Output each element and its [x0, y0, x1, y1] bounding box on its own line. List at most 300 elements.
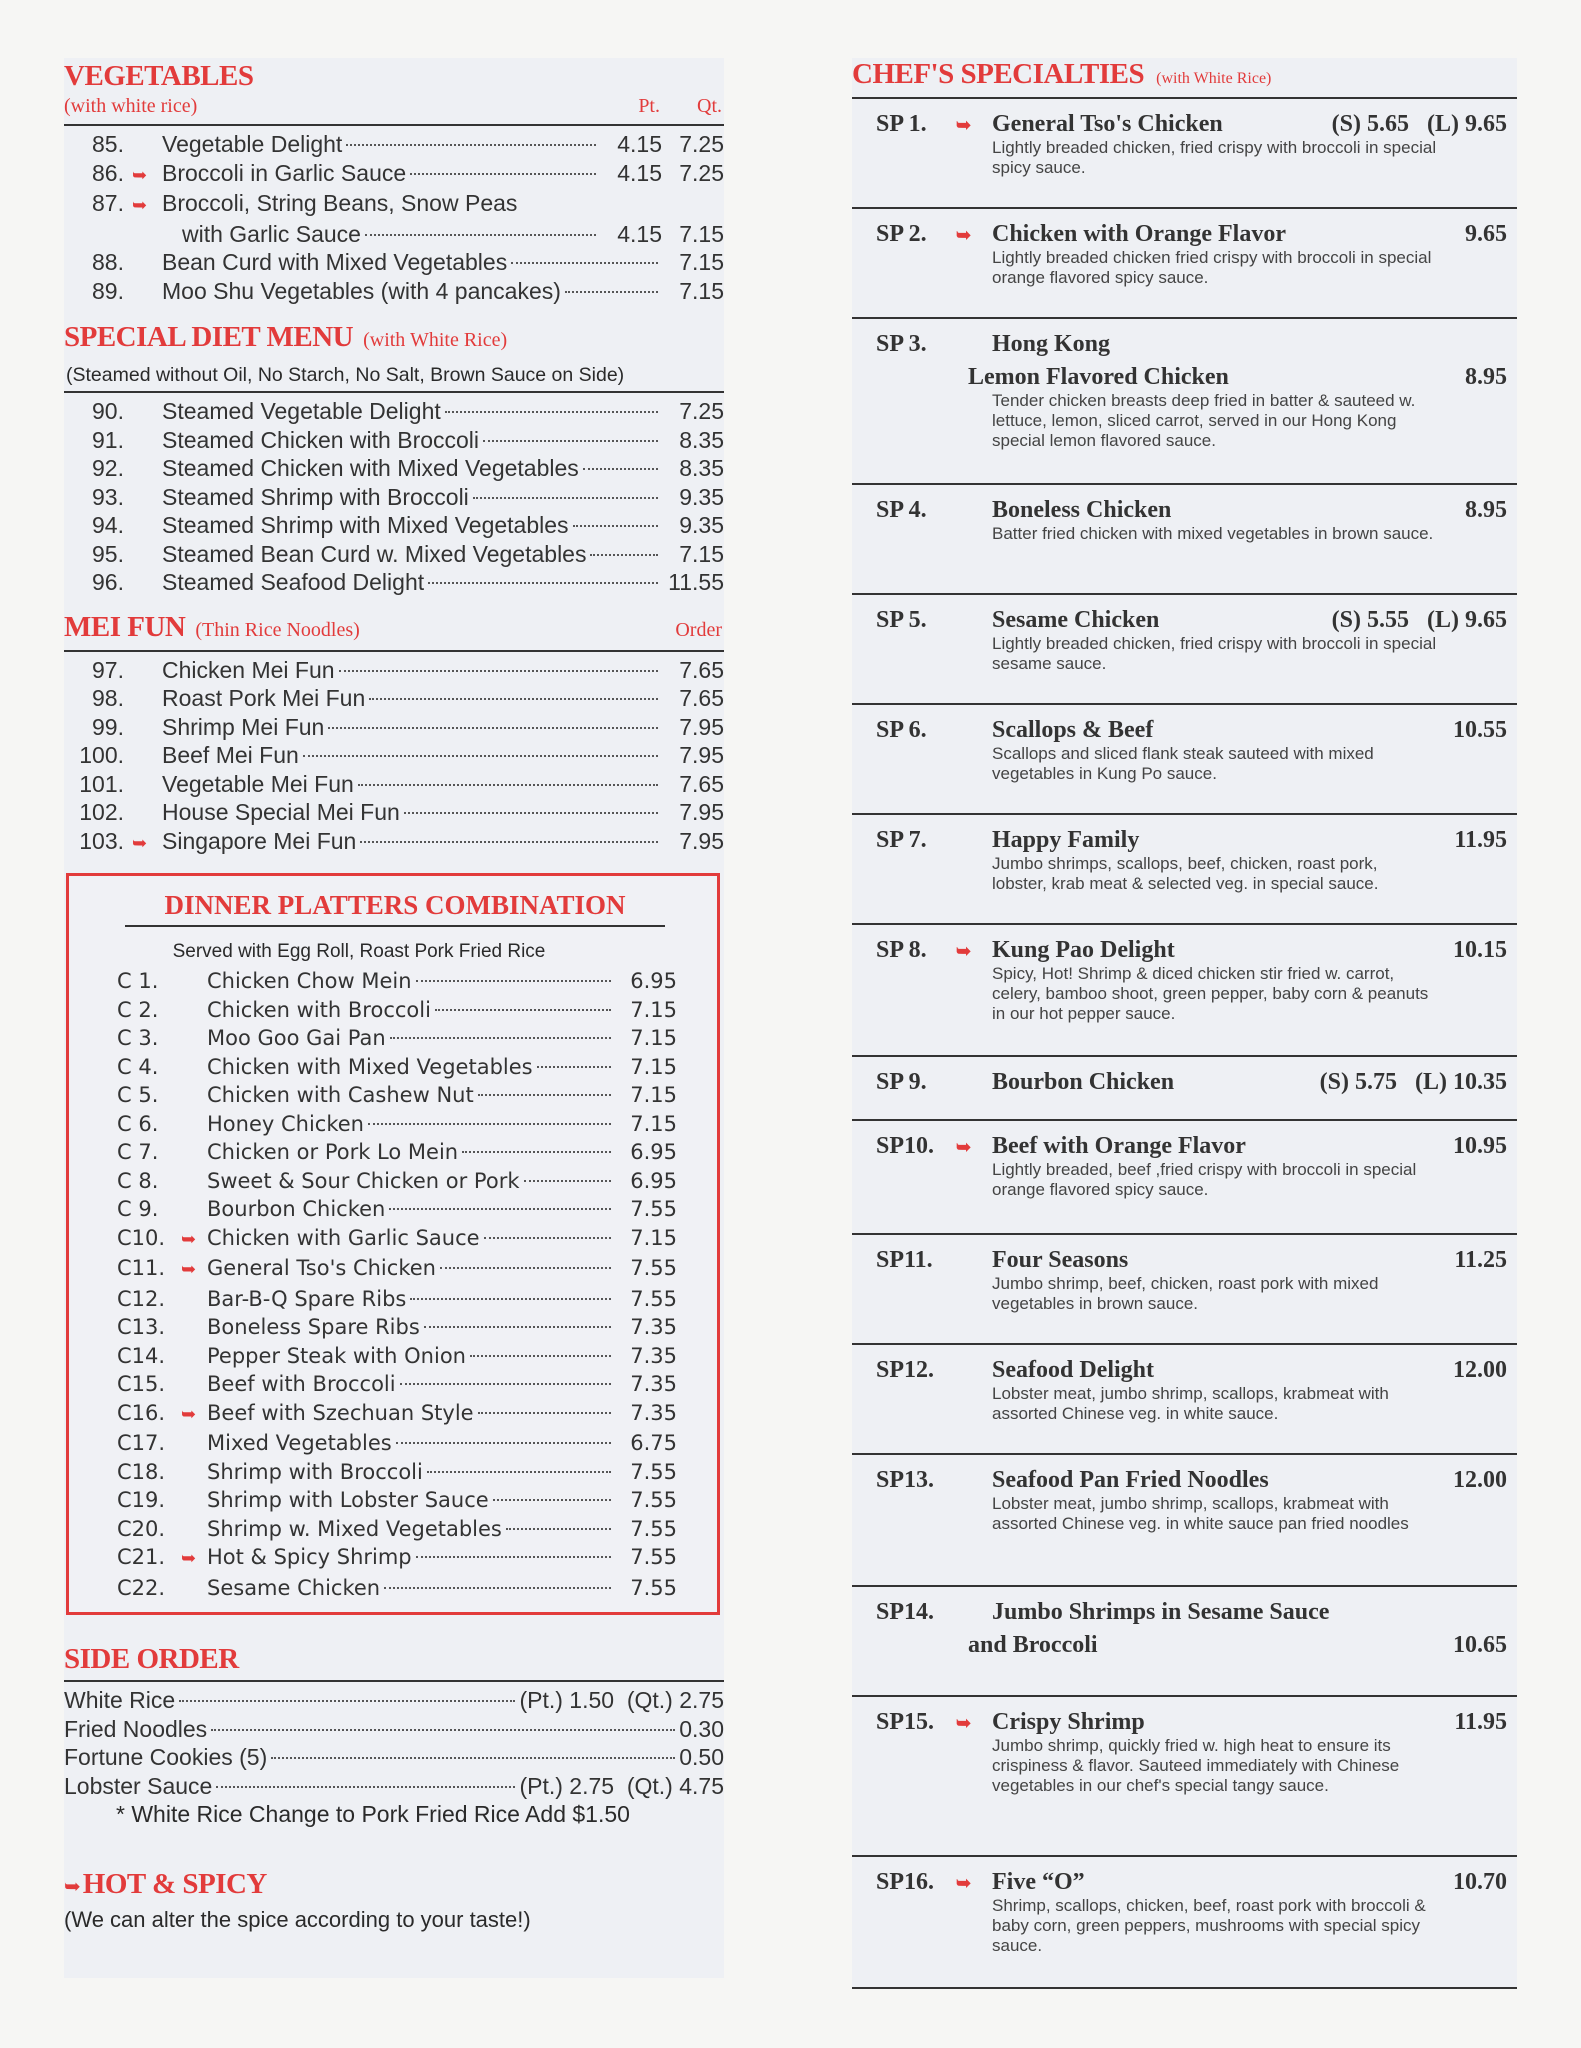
specialty-header	[852, 1467, 1517, 1494]
specialty-price: 11.25	[1454, 1247, 1507, 1273]
item-name: Vegetable Mei Fun	[162, 770, 354, 797]
mei-fun-list	[64, 652, 724, 858]
specialty-description: Lightly breaded, beef ,fried crispy with broccoli in special orange flavored spicy sauce.	[992, 1160, 1417, 1199]
side-item	[64, 1743, 724, 1772]
combination-title: DINNER PLATTERS COMBINATION	[125, 890, 665, 927]
specialty-header	[852, 1069, 1517, 1096]
specialty-item	[852, 1057, 1517, 1121]
chili-pepper-icon: ➥	[181, 1228, 197, 1250]
specialty-item	[852, 319, 1517, 485]
menu-item	[64, 827, 724, 858]
item-price-pt: 4.15	[617, 159, 662, 186]
item-price: 7.55	[630, 1459, 677, 1484]
item-price: 7.15	[630, 1026, 677, 1050]
item-price: 7.55	[630, 1575, 677, 1600]
leader-dots	[440, 1267, 611, 1269]
menu-item	[64, 656, 724, 685]
item-number: 86.	[92, 159, 124, 186]
specialty-name: Sesame Chicken	[992, 607, 1160, 633]
menu-item	[69, 1370, 677, 1399]
item-name: Beef with Szechuan Style	[207, 1400, 474, 1425]
item-price: (Pt.) 1.50 (Qt.) 2.75	[519, 1687, 724, 1713]
item-price: 7.15	[630, 1111, 677, 1136]
menu-item	[64, 741, 724, 770]
item-name: Fried Noodles	[64, 1715, 208, 1742]
menu-item	[64, 798, 724, 827]
item-price: 7.55	[630, 1197, 677, 1221]
specialty-code: SP 1.	[876, 111, 927, 137]
item-number: 93.	[92, 483, 124, 510]
item-number: C14.	[117, 1343, 166, 1368]
chili-pepper-icon: ➥	[956, 225, 972, 245]
leader-dots	[179, 1700, 515, 1702]
side-order-list	[64, 1682, 724, 1800]
leader-dots	[493, 1499, 611, 1501]
col-pt-header: Pt.	[638, 95, 660, 117]
specialty-name: Beef with Orange Flavor	[992, 1133, 1246, 1159]
specialty-header	[852, 937, 1517, 964]
menu-item	[64, 540, 724, 569]
item-price: 7.55	[630, 1256, 677, 1280]
leader-dots	[384, 1587, 611, 1589]
item-price: 7.55	[630, 1286, 677, 1311]
item-number: C 4.	[117, 1054, 159, 1079]
item-price: 6.95	[630, 969, 677, 993]
specialty-price: (L) 9.65	[1427, 607, 1507, 633]
leader-dots	[427, 1471, 611, 1473]
item-price: 7.65	[679, 656, 724, 683]
item-price: 6.95	[630, 1168, 677, 1193]
chili-pepper-icon: ➥	[181, 1548, 197, 1569]
leader-dots	[462, 1151, 611, 1153]
specialty-price: 9.65	[1465, 221, 1507, 247]
special-diet-title: SPECIAL DIET MENU	[64, 321, 354, 353]
item-name: Pepper Steak with Onion	[207, 1343, 466, 1368]
item-number: 94.	[92, 512, 124, 538]
specialty-name: Hong Kong	[992, 331, 1111, 357]
leader-dots	[483, 440, 658, 442]
specialty-price-small: (S) 5.65	[1331, 111, 1409, 137]
specialty-name: Seafood Delight	[992, 1357, 1154, 1383]
item-name: Moo Goo Gai Pan	[207, 1026, 386, 1050]
menu-item	[64, 511, 724, 540]
leader-dots	[484, 1237, 611, 1239]
specialty-header	[852, 1709, 1517, 1736]
item-price: 7.15	[630, 1225, 677, 1250]
item-name: Broccoli in Garlic Sauce	[162, 159, 407, 186]
item-name: Hot & Spicy Shrimp	[207, 1545, 412, 1569]
item-price-qt: 7.15	[679, 277, 724, 304]
specialty-price: 10.70	[1453, 1869, 1507, 1895]
item-price: 7.95	[679, 742, 724, 768]
item-name: Shrimp w. Mixed Vegetables	[207, 1516, 502, 1541]
leader-dots	[410, 1298, 611, 1300]
item-name: Steamed Seafood Delight	[162, 569, 425, 595]
specialty-name: Four Seasons	[992, 1247, 1129, 1273]
item-number: C 7.	[117, 1140, 159, 1164]
item-name: Shrimp with Broccoli	[207, 1459, 423, 1484]
item-number: C16.	[117, 1400, 166, 1425]
item-name: Beef with Broccoli	[207, 1372, 396, 1396]
leader-dots	[478, 1094, 611, 1096]
leader-dots	[435, 1009, 611, 1011]
chili-pepper-icon: ➥	[181, 1259, 197, 1280]
item-name: Sweet & Sour Chicken or Pork	[207, 1168, 520, 1193]
leader-dots	[369, 698, 658, 700]
specialty-header-2	[852, 364, 1517, 391]
specialty-name: Seafood Pan Fried Noodles	[992, 1467, 1269, 1493]
specialty-description: Lightly breaded chicken, fried crispy with broccoli in special sesame sauce.	[992, 634, 1437, 673]
leader-dots	[365, 234, 596, 236]
specialty-description: Lightly breaded chicken, fried crispy with broccoli in special spicy sauce.	[992, 138, 1437, 177]
leader-dots	[396, 1442, 611, 1444]
item-number: C15.	[117, 1372, 166, 1396]
item-number: 91.	[92, 426, 124, 453]
leader-dots	[565, 291, 658, 293]
specialty-item	[852, 705, 1517, 815]
menu-item-continued	[64, 220, 724, 249]
leader-dots	[511, 262, 658, 264]
specialty-price: 10.65	[1453, 1632, 1507, 1658]
item-price: (Pt.) 2.75 (Qt.) 4.75	[519, 1772, 724, 1799]
chili-pepper-icon: ➥	[181, 1403, 197, 1425]
side-item	[64, 1686, 724, 1715]
chili-pepper-icon: ➥	[132, 195, 148, 215]
item-number: 95.	[92, 540, 124, 567]
item-number: C 2.	[117, 997, 159, 1022]
item-name: Sesame Chicken	[207, 1575, 381, 1600]
item-name: Chicken or Pork Lo Mein	[207, 1140, 459, 1164]
item-number: 99.	[92, 713, 124, 740]
specialty-name-cont: Lemon Flavored Chicken	[968, 364, 1229, 390]
combination-box	[66, 873, 720, 1615]
special-diet-note: (Steamed without Oil, No Starch, No Salt, Brown Sauce on Side)	[64, 354, 724, 393]
item-number: C 5.	[117, 1083, 159, 1107]
specialty-code: SP11.	[876, 1247, 933, 1273]
menu-item	[69, 1342, 677, 1371]
vegetables-title: VEGETABLES	[64, 60, 254, 92]
specialty-code: SP 2.	[876, 221, 927, 247]
item-name: Shrimp Mei Fun	[162, 713, 325, 740]
chili-pepper-icon: ➥	[64, 1876, 81, 1898]
item-price: 8.35	[679, 426, 724, 453]
item-number: C 3.	[117, 1026, 159, 1050]
item-number: 96.	[92, 569, 124, 595]
menu-item	[69, 1081, 677, 1110]
item-number: 103.	[79, 827, 124, 854]
col-qt-header: Qt.	[697, 95, 722, 117]
specialty-name: Chicken with Orange Flavor	[992, 221, 1286, 247]
chef-list	[852, 99, 1517, 1989]
specialty-name: Boneless Chicken	[992, 497, 1172, 523]
specialty-name-cont: and Broccoli	[968, 1632, 1098, 1658]
item-price: 7.15	[630, 997, 677, 1022]
specialty-item	[852, 815, 1517, 925]
item-number: 100.	[79, 742, 124, 768]
menu-item	[69, 1574, 677, 1603]
item-name: Shrimp with Lobster Sauce	[207, 1488, 489, 1512]
leader-dots	[328, 727, 658, 729]
leader-dots	[400, 1383, 611, 1385]
menu-item	[64, 483, 724, 512]
item-price-pt: 4.15	[617, 131, 662, 157]
item-number: C 6.	[117, 1111, 159, 1136]
item-name: General Tso's Chicken	[207, 1256, 436, 1280]
item-name: Chicken Mei Fun	[162, 656, 335, 683]
item-name: Chicken Chow Mein	[207, 969, 412, 993]
item-name: Steamed Chicken with Mixed Vegetables	[162, 455, 579, 481]
leader-dots	[583, 468, 658, 470]
item-price: 7.35	[630, 1343, 677, 1368]
menu-item	[64, 248, 724, 277]
item-name: Vegetable Delight	[162, 131, 343, 157]
chili-pepper-icon: ➥	[132, 832, 148, 853]
item-name: White Rice	[64, 1687, 176, 1713]
item-number: C 1.	[117, 969, 159, 993]
item-price: 7.35	[630, 1315, 677, 1339]
item-price: 7.15	[630, 1083, 677, 1107]
specialty-name: Crispy Shrimp	[992, 1709, 1145, 1735]
chili-pepper-icon: ➥	[956, 115, 972, 135]
item-name: Steamed Vegetable Delight	[162, 398, 441, 424]
specialty-item	[852, 1455, 1517, 1587]
specialty-code: SP 3.	[876, 331, 927, 357]
specialty-header	[852, 221, 1517, 248]
combination-subtitle: Served with Egg Roll, Roast Pork Fried Rice	[172, 941, 546, 962]
leader-dots	[473, 497, 658, 499]
item-number: C17.	[117, 1431, 166, 1455]
leader-dots	[346, 144, 596, 146]
chili-pepper-icon: ➥	[956, 1873, 972, 1893]
specialty-header	[852, 1247, 1517, 1274]
special-diet-section	[64, 321, 724, 597]
item-name: Roast Pork Mei Fun	[162, 685, 366, 711]
item-number: 102.	[79, 799, 124, 825]
item-name: Chicken with Broccoli	[207, 997, 431, 1022]
menu-item	[69, 1399, 677, 1430]
specialty-item	[852, 1587, 1517, 1697]
item-name: Moo Shu Vegetables (with 4 pancakes)	[162, 277, 561, 304]
leader-dots	[428, 582, 658, 584]
menu-item	[64, 568, 724, 597]
specialty-code: SP14.	[876, 1599, 935, 1625]
specialty-name: Bourbon Chicken	[992, 1069, 1175, 1095]
specialty-description: Lobster meat, jumbo shrimp, scallops, krabmeat with assorted Chinese veg. in white sauce.	[992, 1384, 1389, 1423]
menu-item	[64, 770, 724, 799]
mei-fun-section	[64, 611, 724, 858]
menu-item	[69, 1195, 677, 1224]
item-price: 6.75	[630, 1431, 677, 1455]
leader-dots	[410, 173, 596, 175]
leader-dots	[358, 784, 658, 786]
specialty-header	[852, 1599, 1517, 1626]
leader-dots	[573, 525, 658, 527]
specialty-code: SP13.	[876, 1467, 935, 1493]
specialty-description: Jumbo shrimp, beef, chicken, roast pork with mixed vegetables in brown sauce.	[992, 1274, 1379, 1313]
leader-dots	[470, 1355, 611, 1357]
specialty-header	[852, 1869, 1517, 1896]
leader-dots	[404, 812, 658, 814]
specialty-item	[852, 595, 1517, 705]
item-number: 97.	[92, 656, 124, 683]
side-item	[64, 1715, 724, 1744]
specialty-price: 11.95	[1454, 1709, 1507, 1735]
leader-dots	[424, 1326, 611, 1328]
leader-dots	[216, 1786, 515, 1788]
hot-spicy-note: (We can alter the spice according to your taste!)	[64, 1907, 531, 1932]
specialty-item	[852, 1235, 1517, 1345]
specialty-description: Batter fried chicken with mixed vegetables in brown sauce.	[992, 524, 1434, 543]
item-price: 7.35	[630, 1372, 677, 1396]
item-number: 87.	[92, 190, 124, 216]
menu-item	[69, 1254, 677, 1285]
specialty-code: SP12.	[876, 1357, 935, 1383]
item-name: Steamed Shrimp with Broccoli	[162, 483, 469, 510]
specialty-header	[852, 1133, 1517, 1160]
item-name: Chicken with Cashew Nut	[207, 1083, 474, 1107]
item-price-qt: 7.25	[679, 131, 724, 157]
item-price: 11.55	[668, 569, 724, 595]
special-diet-subtitle: (with White Rice)	[363, 329, 508, 351]
specialty-price: 10.55	[1453, 717, 1507, 743]
menu-item	[69, 967, 677, 996]
item-number: C22.	[117, 1575, 166, 1600]
special-diet-list	[64, 393, 724, 597]
menu-item	[69, 1110, 677, 1139]
specialty-description: Jumbo shrimp, quickly fried w. high heat to ensure its crispiness & flavor. Sauteed immediately with Chinese vegetables in our chef's special tangy sauce.	[992, 1736, 1400, 1795]
leader-dots	[211, 1729, 675, 1731]
specialty-header	[852, 827, 1517, 854]
leader-dots	[478, 1412, 611, 1414]
chili-pepper-icon: ➥	[956, 941, 972, 961]
leader-dots	[506, 1528, 611, 1530]
vegetables-subtitle: (with white rice)	[64, 95, 198, 117]
leader-dots	[389, 1208, 611, 1210]
chili-pepper-icon: ➥	[956, 1137, 972, 1157]
specialty-code: SP16.	[876, 1869, 935, 1895]
leader-dots	[416, 980, 611, 982]
specialty-item	[852, 925, 1517, 1057]
specialty-name: Five “O”	[992, 1869, 1085, 1895]
chef-subtitle: (with White Rice)	[1156, 70, 1272, 87]
item-price: 7.25	[679, 398, 724, 424]
item-name: Bar-B-Q Spare Ribs	[207, 1286, 407, 1311]
item-number: C 9.	[117, 1197, 159, 1221]
item-name: Chicken with Mixed Vegetables	[207, 1054, 533, 1079]
specialty-code: SP 7.	[876, 827, 927, 853]
menu-item	[69, 996, 677, 1025]
leader-dots	[339, 670, 658, 672]
item-number: C11.	[117, 1256, 166, 1280]
specialty-item	[852, 1345, 1517, 1455]
menu-item	[64, 159, 724, 190]
specialty-price: (L) 9.65	[1427, 111, 1507, 137]
specialty-header	[852, 717, 1517, 744]
specialty-code: SP 4.	[876, 497, 927, 523]
side-item	[64, 1772, 724, 1801]
menu-item	[69, 1167, 677, 1196]
item-name: Fortune Cookies (5)	[64, 1744, 268, 1770]
menu-item	[64, 454, 724, 483]
item-number: C10.	[117, 1225, 166, 1250]
col-order-header: Order	[675, 618, 722, 641]
menu-item	[64, 397, 724, 426]
hot-spicy-title: HOT & SPICY	[82, 1868, 267, 1900]
menu-item	[69, 1515, 677, 1544]
specialty-code: SP15.	[876, 1709, 935, 1735]
specialty-description: Jumbo shrimps, scallops, beef, chicken, roast pork, lobster, krab meat & selected veg. in special sauce.	[992, 854, 1379, 893]
chili-pepper-icon: ➥	[956, 1713, 972, 1733]
menu-item	[69, 1224, 677, 1255]
item-number: 92.	[92, 455, 124, 481]
item-number: 98.	[92, 685, 124, 711]
item-price: 7.65	[679, 685, 724, 711]
specialty-code: SP10.	[876, 1133, 935, 1159]
item-number: 88.	[92, 249, 124, 275]
menu-item	[69, 1313, 677, 1342]
specialty-code: SP 5.	[876, 607, 927, 633]
specialty-price: 8.95	[1465, 497, 1507, 523]
leader-dots	[390, 1037, 611, 1039]
specialty-name: Jumbo Shrimps in Sesame Sauce	[992, 1599, 1330, 1625]
specialty-item	[852, 1697, 1517, 1857]
item-price-pt: 4.15	[617, 220, 662, 247]
specialty-description: Shrimp, scallops, chicken, beef, roast pork with broccoli & baby corn, green peppers, mushrooms with special spicy sauce.	[992, 1896, 1426, 1955]
item-number: C21.	[117, 1545, 166, 1569]
item-price: 7.55	[630, 1545, 677, 1569]
left-column	[64, 58, 724, 1978]
item-name: Steamed Shrimp with Mixed Vegetables	[162, 512, 569, 538]
item-name: Broccoli, String Beans, Snow Peas	[162, 190, 518, 216]
item-name: Bean Curd with Mixed Vegetables	[162, 249, 508, 275]
item-name: Singapore Mei Fun	[162, 827, 357, 854]
menu-item	[69, 1285, 677, 1314]
item-name: Honey Chicken	[207, 1111, 364, 1136]
item-name: Steamed Chicken with Broccoli	[162, 426, 480, 453]
item-name: House Special Mei Fun	[162, 799, 400, 825]
menu-item	[69, 1486, 677, 1515]
specialty-name: Scallops & Beef	[992, 717, 1154, 743]
item-name: Bourbon Chicken	[207, 1197, 386, 1221]
item-name: Lobster Sauce	[64, 1772, 213, 1799]
item-price: 9.35	[679, 512, 724, 538]
menu-item	[64, 277, 724, 306]
specialty-item	[852, 1121, 1517, 1235]
specialty-price: 12.00	[1453, 1357, 1507, 1383]
specialty-header	[852, 607, 1517, 634]
item-number: C12.	[117, 1286, 166, 1311]
item-number: 90.	[92, 398, 124, 424]
menu-item	[69, 1458, 677, 1487]
menu-item	[69, 1024, 677, 1053]
specialty-price-small: (S) 5.55	[1331, 607, 1409, 633]
vegetables-list	[64, 126, 724, 305]
item-name: Mixed Vegetables	[207, 1431, 392, 1455]
item-price: 7.15	[630, 1054, 677, 1079]
leader-dots	[368, 1123, 611, 1125]
menu-item	[64, 130, 724, 159]
specialty-header-2	[852, 1632, 1517, 1659]
item-number: C13.	[117, 1315, 166, 1339]
menu-item	[64, 426, 724, 455]
leader-dots	[524, 1180, 612, 1182]
specialty-description: Spicy, Hot! Shrimp & diced chicken stir fried w. carrot, celery, bamboo shoot, green pepper, baby corn & peanuts in our hot pepper sauce.	[992, 964, 1429, 1023]
chef-title: CHEF'S SPECIALTIES	[852, 58, 1145, 90]
menu-item	[69, 1138, 677, 1167]
specialty-name: Happy Family	[992, 827, 1140, 853]
specialty-price: 12.00	[1453, 1467, 1507, 1493]
specialty-item	[852, 209, 1517, 319]
